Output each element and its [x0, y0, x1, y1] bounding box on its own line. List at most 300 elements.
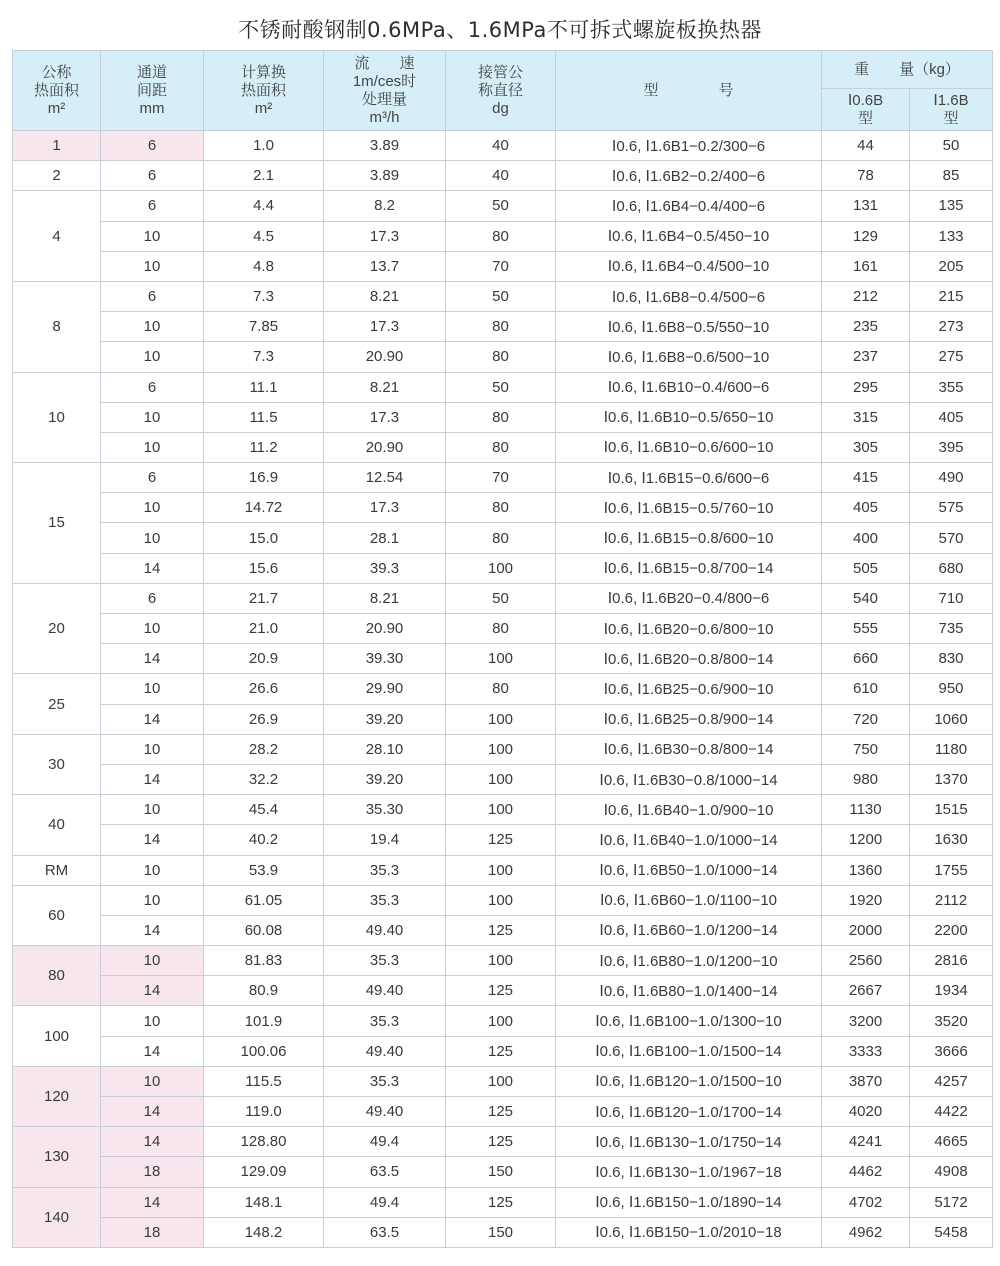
weight-06-cell: 555: [822, 614, 910, 644]
pipe-cell: 80: [446, 402, 556, 432]
channel-cell: 10: [101, 855, 204, 885]
pipe-cell: 100: [446, 855, 556, 885]
weight-06-cell: 980: [822, 764, 910, 794]
model-cell: Ⅰ0.6, Ⅰ1.6B10−0.4/600−6: [556, 372, 822, 402]
channel-cell: 10: [101, 432, 204, 462]
weight-06-cell: 4962: [822, 1217, 910, 1247]
header-area: 公称 热面积 m²: [13, 51, 101, 131]
table-row: [13, 885, 993, 915]
pipe-cell: 50: [446, 372, 556, 402]
model-cell: Ⅰ0.6, Ⅰ1.6B130−1.0/1967−18: [556, 1157, 822, 1187]
model-cell: Ⅰ0.6, Ⅰ1.6B150−1.0/2010−18: [556, 1217, 822, 1247]
model-cell: Ⅰ0.6, Ⅰ1.6B150−1.0/1890−14: [556, 1187, 822, 1217]
flow-cell: 35.3: [324, 1066, 446, 1096]
weight-16-cell: 3666: [910, 1036, 993, 1066]
flow-cell: 28.10: [324, 734, 446, 764]
model-cell: Ⅰ0.6, Ⅰ1.6B15−0.5/760−10: [556, 493, 822, 523]
flow-cell: 35.3: [324, 855, 446, 885]
weight-06-cell: 505: [822, 553, 910, 583]
pipe-cell: 80: [446, 221, 556, 251]
channel-cell: 6: [101, 281, 204, 311]
weight-06-cell: 315: [822, 402, 910, 432]
model-cell: Ⅰ0.6, Ⅰ1.6B8−0.6/500−10: [556, 342, 822, 372]
area-cell: 140: [13, 1187, 101, 1247]
channel-cell: 14: [101, 976, 204, 1006]
pipe-cell: 125: [446, 1187, 556, 1217]
weight-06-cell: 161: [822, 251, 910, 281]
table-row: [13, 946, 993, 976]
weight-16-cell: 680: [910, 553, 993, 583]
weight-16-cell: 395: [910, 432, 993, 462]
model-cell: Ⅰ0.6, Ⅰ1.6B130−1.0/1750−14: [556, 1127, 822, 1157]
weight-06-cell: 2667: [822, 976, 910, 1006]
weight-06-cell: 237: [822, 342, 910, 372]
weight-16-cell: 1180: [910, 734, 993, 764]
model-cell: Ⅰ0.6, Ⅰ1.6B40−1.0/900−10: [556, 795, 822, 825]
channel-cell: 18: [101, 1217, 204, 1247]
flow-cell: 8.21: [324, 583, 446, 613]
weight-06-cell: 405: [822, 493, 910, 523]
weight-06-cell: 1130: [822, 795, 910, 825]
table-row: [13, 221, 993, 251]
pipe-cell: 80: [446, 493, 556, 523]
flow-cell: 17.3: [324, 402, 446, 432]
pipe-cell: 100: [446, 553, 556, 583]
weight-16-cell: 2200: [910, 915, 993, 945]
channel-cell: 14: [101, 704, 204, 734]
pipe-cell: 100: [446, 644, 556, 674]
calc-area-cell: 148.2: [204, 1217, 324, 1247]
weight-16-cell: 1755: [910, 855, 993, 885]
model-cell: Ⅰ0.6, Ⅰ1.6B100−1.0/1500−14: [556, 1036, 822, 1066]
flow-cell: 8.21: [324, 372, 446, 402]
weight-16-cell: 5458: [910, 1217, 993, 1247]
area-cell: 10: [13, 372, 101, 463]
flow-cell: 39.20: [324, 764, 446, 794]
calc-area-cell: 4.5: [204, 221, 324, 251]
channel-cell: 6: [101, 372, 204, 402]
weight-06-cell: 3200: [822, 1006, 910, 1036]
area-cell: 8: [13, 281, 101, 372]
weight-06-cell: 540: [822, 583, 910, 613]
calc-area-cell: 21.0: [204, 614, 324, 644]
model-cell: Ⅰ0.6, Ⅰ1.6B15−0.8/600−10: [556, 523, 822, 553]
pipe-cell: 125: [446, 825, 556, 855]
table-row: [13, 523, 993, 553]
calc-area-cell: 2.1: [204, 161, 324, 191]
model-cell: Ⅰ0.6, Ⅰ1.6B80−1.0/1400−14: [556, 976, 822, 1006]
flow-cell: 17.3: [324, 221, 446, 251]
calc-area-cell: 53.9: [204, 855, 324, 885]
model-cell: Ⅰ0.6, Ⅰ1.6B60−1.0/1200−14: [556, 915, 822, 945]
calc-area-cell: 45.4: [204, 795, 324, 825]
header-channel: 通道 间距 mm: [101, 51, 204, 131]
table-row: [13, 1217, 993, 1247]
calc-area-cell: 28.2: [204, 734, 324, 764]
flow-cell: 3.89: [324, 161, 446, 191]
calc-area-cell: 148.1: [204, 1187, 324, 1217]
calc-area-cell: 15.0: [204, 523, 324, 553]
weight-06-cell: 212: [822, 281, 910, 311]
channel-cell: 14: [101, 1036, 204, 1066]
calc-area-cell: 40.2: [204, 825, 324, 855]
weight-16-cell: 205: [910, 251, 993, 281]
pipe-cell: 50: [446, 583, 556, 613]
weight-06-cell: 3870: [822, 1066, 910, 1096]
weight-06-cell: 1920: [822, 885, 910, 915]
weight-16-cell: 1370: [910, 764, 993, 794]
channel-cell: 14: [101, 825, 204, 855]
calc-area-cell: 115.5: [204, 1066, 324, 1096]
table-row: [13, 1127, 993, 1157]
flow-cell: 49.40: [324, 915, 446, 945]
channel-cell: 10: [101, 402, 204, 432]
area-cell: 80: [13, 946, 101, 1006]
model-cell: Ⅰ0.6, Ⅰ1.6B20−0.4/800−6: [556, 583, 822, 613]
flow-cell: 8.21: [324, 281, 446, 311]
flow-cell: 20.90: [324, 614, 446, 644]
weight-16-cell: 85: [910, 161, 993, 191]
weight-06-cell: 235: [822, 312, 910, 342]
weight-16-cell: 133: [910, 221, 993, 251]
calc-area-cell: 16.9: [204, 463, 324, 493]
weight-06-cell: 750: [822, 734, 910, 764]
header-model: 型 号: [556, 51, 822, 131]
pipe-cell: 100: [446, 795, 556, 825]
flow-cell: 35.3: [324, 1006, 446, 1036]
table-row: [13, 674, 993, 704]
flow-cell: 39.30: [324, 644, 446, 674]
flow-cell: 39.3: [324, 553, 446, 583]
table-row: [13, 161, 993, 191]
calc-area-cell: 119.0: [204, 1097, 324, 1127]
model-cell: Ⅰ0.6, Ⅰ1.6B20−0.6/800−10: [556, 614, 822, 644]
channel-cell: 14: [101, 1187, 204, 1217]
flow-cell: 49.40: [324, 1097, 446, 1127]
model-cell: Ⅰ0.6, Ⅰ1.6B10−0.6/600−10: [556, 432, 822, 462]
pipe-cell: 150: [446, 1157, 556, 1187]
table-row: [13, 402, 993, 432]
calc-area-cell: 101.9: [204, 1006, 324, 1036]
pipe-cell: 100: [446, 764, 556, 794]
flow-cell: 49.4: [324, 1187, 446, 1217]
header-pipe: 接管公 称直径 dg: [446, 51, 556, 131]
channel-cell: 10: [101, 251, 204, 281]
weight-06-cell: 400: [822, 523, 910, 553]
weight-06-cell: 610: [822, 674, 910, 704]
calc-area-cell: 11.1: [204, 372, 324, 402]
table-row: [13, 614, 993, 644]
weight-06-cell: 1360: [822, 855, 910, 885]
channel-cell: 10: [101, 734, 204, 764]
weight-16-cell: 3520: [910, 1006, 993, 1036]
weight-06-cell: 4241: [822, 1127, 910, 1157]
pipe-cell: 100: [446, 946, 556, 976]
model-cell: Ⅰ0.6, Ⅰ1.6B25−0.6/900−10: [556, 674, 822, 704]
weight-06-cell: 2560: [822, 946, 910, 976]
flow-cell: 35.3: [324, 885, 446, 915]
weight-16-cell: 2112: [910, 885, 993, 915]
flow-cell: 8.2: [324, 191, 446, 221]
weight-06-cell: 4462: [822, 1157, 910, 1187]
table-row: [13, 1066, 993, 1096]
model-cell: Ⅰ0.6, Ⅰ1.6B2−0.2/400−6: [556, 161, 822, 191]
calc-area-cell: 129.09: [204, 1157, 324, 1187]
area-cell: 100: [13, 1006, 101, 1066]
pipe-cell: 100: [446, 1066, 556, 1096]
channel-cell: 10: [101, 523, 204, 553]
flow-cell: 13.7: [324, 251, 446, 281]
weight-16-cell: 1060: [910, 704, 993, 734]
pipe-cell: 80: [446, 523, 556, 553]
flow-cell: 28.1: [324, 523, 446, 553]
table-row: [13, 855, 993, 885]
model-cell: Ⅰ0.6, Ⅰ1.6B120−1.0/1500−10: [556, 1066, 822, 1096]
flow-cell: 35.3: [324, 946, 446, 976]
weight-16-cell: 50: [910, 131, 993, 161]
table-row: [13, 795, 993, 825]
pipe-cell: 80: [446, 432, 556, 462]
pipe-cell: 80: [446, 342, 556, 372]
flow-cell: 63.5: [324, 1157, 446, 1187]
flow-cell: 20.90: [324, 432, 446, 462]
flow-cell: 17.3: [324, 312, 446, 342]
pipe-cell: 80: [446, 614, 556, 644]
table-row: [13, 1157, 993, 1187]
area-cell: 120: [13, 1066, 101, 1126]
weight-06-cell: 415: [822, 463, 910, 493]
model-cell: Ⅰ0.6, Ⅰ1.6B120−1.0/1700−14: [556, 1097, 822, 1127]
flow-cell: 19.4: [324, 825, 446, 855]
weight-16-cell: 570: [910, 523, 993, 553]
channel-cell: 10: [101, 312, 204, 342]
table-row: [13, 463, 993, 493]
channel-cell: 10: [101, 946, 204, 976]
weight-16-cell: 710: [910, 583, 993, 613]
table-row: [13, 432, 993, 462]
flow-cell: 20.90: [324, 342, 446, 372]
table-row: [13, 976, 993, 1006]
area-cell: 60: [13, 885, 101, 945]
calc-area-cell: 4.8: [204, 251, 324, 281]
header-calc-area: 计算换 热面积 m²: [204, 51, 324, 131]
weight-16-cell: 5172: [910, 1187, 993, 1217]
flow-cell: 29.90: [324, 674, 446, 704]
channel-cell: 10: [101, 221, 204, 251]
area-cell: 40: [13, 795, 101, 855]
weight-06-cell: 3333: [822, 1036, 910, 1066]
table-row: [13, 1097, 993, 1127]
channel-cell: 10: [101, 1006, 204, 1036]
weight-16-cell: 4422: [910, 1097, 993, 1127]
weight-16-cell: 1630: [910, 825, 993, 855]
weight-16-cell: 2816: [910, 946, 993, 976]
area-cell: 25: [13, 674, 101, 734]
calc-area-cell: 15.6: [204, 553, 324, 583]
calc-area-cell: 128.80: [204, 1127, 324, 1157]
weight-16-cell: 950: [910, 674, 993, 704]
channel-cell: 10: [101, 795, 204, 825]
calc-area-cell: 60.08: [204, 915, 324, 945]
area-cell: 30: [13, 734, 101, 794]
model-cell: Ⅰ0.6, Ⅰ1.6B30−0.8/800−14: [556, 734, 822, 764]
channel-cell: 14: [101, 1097, 204, 1127]
weight-06-cell: 4020: [822, 1097, 910, 1127]
channel-cell: 10: [101, 493, 204, 523]
table-row: [13, 583, 993, 613]
pipe-cell: 125: [446, 976, 556, 1006]
flow-cell: 49.40: [324, 1036, 446, 1066]
weight-16-cell: 275: [910, 342, 993, 372]
header-weight: 重 量（kg）: [822, 51, 993, 89]
table-row: [13, 704, 993, 734]
weight-16-cell: 215: [910, 281, 993, 311]
channel-cell: 10: [101, 674, 204, 704]
pipe-cell: 40: [446, 131, 556, 161]
weight-16-cell: 575: [910, 493, 993, 523]
table-row: [13, 825, 993, 855]
weight-06-cell: 2000: [822, 915, 910, 945]
channel-cell: 10: [101, 614, 204, 644]
model-cell: Ⅰ0.6, Ⅰ1.6B20−0.8/800−14: [556, 644, 822, 674]
model-cell: Ⅰ0.6, Ⅰ1.6B100−1.0/1300−10: [556, 1006, 822, 1036]
weight-16-cell: 273: [910, 312, 993, 342]
channel-cell: 14: [101, 764, 204, 794]
weight-06-cell: 720: [822, 704, 910, 734]
flow-cell: 12.54: [324, 463, 446, 493]
pipe-cell: 40: [446, 161, 556, 191]
calc-area-cell: 61.05: [204, 885, 324, 915]
table-row: [13, 1036, 993, 1066]
weight-16-cell: 1515: [910, 795, 993, 825]
pipe-cell: 100: [446, 885, 556, 915]
pipe-cell: 125: [446, 1097, 556, 1127]
model-cell: Ⅰ0.6, Ⅰ1.6B30−0.8/1000−14: [556, 764, 822, 794]
calc-area-cell: 32.2: [204, 764, 324, 794]
table-row: [13, 734, 993, 764]
weight-06-cell: 44: [822, 131, 910, 161]
pipe-cell: 80: [446, 312, 556, 342]
page-title: 不锈耐酸钢制0.6MPa、1.6MPa不可拆式螺旋板换热器: [238, 18, 762, 42]
channel-cell: 10: [101, 1066, 204, 1096]
calc-area-cell: 11.5: [204, 402, 324, 432]
flow-cell: 49.40: [324, 976, 446, 1006]
calc-area-cell: 7.3: [204, 342, 324, 372]
weight-16-cell: 405: [910, 402, 993, 432]
table-row: [13, 493, 993, 523]
pipe-cell: 100: [446, 734, 556, 764]
model-cell: Ⅰ0.6, Ⅰ1.6B4−0.5/450−10: [556, 221, 822, 251]
weight-16-cell: 490: [910, 463, 993, 493]
pipe-cell: 50: [446, 281, 556, 311]
weight-06-cell: 305: [822, 432, 910, 462]
calc-area-cell: 7.3: [204, 281, 324, 311]
model-cell: Ⅰ0.6, Ⅰ1.6B60−1.0/1100−10: [556, 885, 822, 915]
pipe-cell: 100: [446, 1006, 556, 1036]
weight-06-cell: 131: [822, 191, 910, 221]
calc-area-cell: 100.06: [204, 1036, 324, 1066]
model-cell: Ⅰ0.6, Ⅰ1.6B10−0.5/650−10: [556, 402, 822, 432]
area-cell: 130: [13, 1127, 101, 1187]
table-row: [13, 915, 993, 945]
calc-area-cell: 81.83: [204, 946, 324, 976]
spec-table: [12, 50, 993, 1248]
calc-area-cell: 4.4: [204, 191, 324, 221]
flow-cell: 63.5: [324, 1217, 446, 1247]
model-cell: Ⅰ0.6, Ⅰ1.6B50−1.0/1000−14: [556, 855, 822, 885]
pipe-cell: 100: [446, 704, 556, 734]
pipe-cell: 70: [446, 251, 556, 281]
channel-cell: 10: [101, 885, 204, 915]
weight-06-cell: 129: [822, 221, 910, 251]
flow-cell: 3.89: [324, 131, 446, 161]
area-cell: 2: [13, 161, 101, 191]
area-cell: RM: [13, 855, 101, 885]
pipe-cell: 80: [446, 674, 556, 704]
channel-cell: 14: [101, 553, 204, 583]
model-cell: Ⅰ0.6, Ⅰ1.6B40−1.0/1000−14: [556, 825, 822, 855]
channel-cell: 14: [101, 644, 204, 674]
area-cell: 20: [13, 583, 101, 674]
pipe-cell: 50: [446, 191, 556, 221]
weight-06-cell: 4702: [822, 1187, 910, 1217]
table-row: [13, 251, 993, 281]
model-cell: Ⅰ0.6, Ⅰ1.6B4−0.4/400−6: [556, 191, 822, 221]
channel-cell: 14: [101, 915, 204, 945]
pipe-cell: 70: [446, 463, 556, 493]
calc-area-cell: 20.9: [204, 644, 324, 674]
model-cell: Ⅰ0.6, Ⅰ1.6B8−0.4/500−6: [556, 281, 822, 311]
area-cell: 1: [13, 131, 101, 161]
calc-area-cell: 21.7: [204, 583, 324, 613]
calc-area-cell: 14.72: [204, 493, 324, 523]
pipe-cell: 150: [446, 1217, 556, 1247]
flow-cell: 17.3: [324, 493, 446, 523]
weight-16-cell: 1934: [910, 976, 993, 1006]
weight-16-cell: 4665: [910, 1127, 993, 1157]
weight-16-cell: 355: [910, 372, 993, 402]
model-cell: Ⅰ0.6, Ⅰ1.6B15−0.6/600−6: [556, 463, 822, 493]
table-row: [13, 191, 993, 221]
area-cell: 15: [13, 463, 101, 584]
channel-cell: 10: [101, 342, 204, 372]
table-row: [13, 764, 993, 794]
calc-area-cell: 7.85: [204, 312, 324, 342]
calc-area-cell: 11.2: [204, 432, 324, 462]
table-body: [13, 131, 993, 1248]
header-weight-16: Ⅰ1.6B 型: [910, 89, 993, 131]
header-flow: 流 速 1m/ces时 处理量 m³/h: [324, 51, 446, 131]
channel-cell: 6: [101, 161, 204, 191]
table-row: [13, 281, 993, 311]
flow-cell: 35.30: [324, 795, 446, 825]
weight-16-cell: 830: [910, 644, 993, 674]
pipe-cell: 125: [446, 1127, 556, 1157]
table-row: [13, 342, 993, 372]
model-cell: Ⅰ0.6, Ⅰ1.6B8−0.5/550−10: [556, 312, 822, 342]
weight-06-cell: 78: [822, 161, 910, 191]
weight-16-cell: 135: [910, 191, 993, 221]
weight-06-cell: 295: [822, 372, 910, 402]
table-row: [13, 1187, 993, 1217]
area-cell: 4: [13, 191, 101, 282]
table-row: [13, 312, 993, 342]
weight-06-cell: 660: [822, 644, 910, 674]
weight-16-cell: 4908: [910, 1157, 993, 1187]
calc-area-cell: 26.6: [204, 674, 324, 704]
model-cell: Ⅰ0.6, Ⅰ1.6B4−0.4/500−10: [556, 251, 822, 281]
table-row: [13, 131, 993, 161]
